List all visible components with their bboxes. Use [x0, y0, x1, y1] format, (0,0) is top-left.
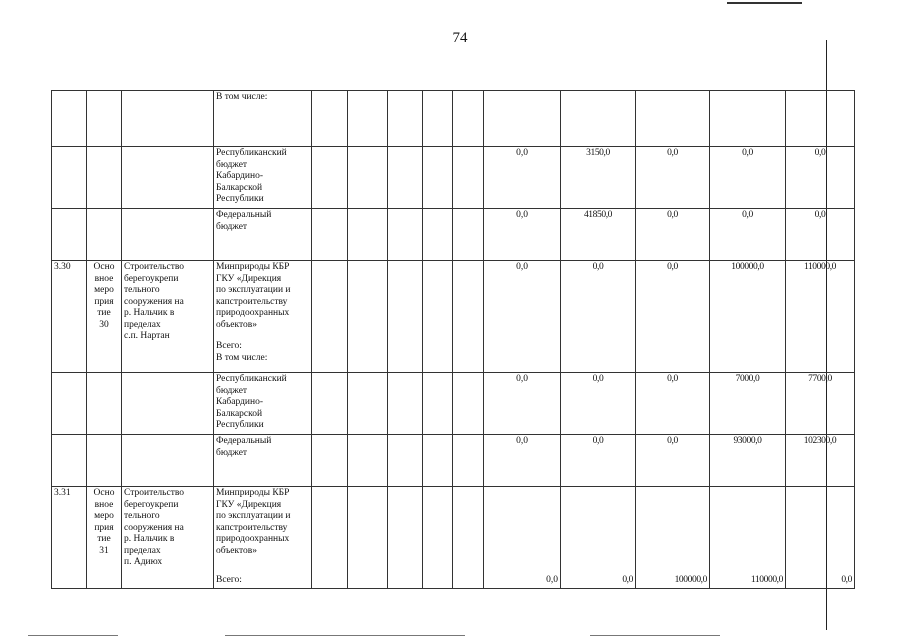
- cell-value-v3: 0,0: [636, 209, 710, 261]
- cell-empty: [388, 487, 423, 589]
- cell-value-v4: [710, 91, 786, 147]
- cell-value-v3: [636, 91, 710, 147]
- cell-value-v1: 0,0: [484, 261, 561, 373]
- cell-value-v1: 0,0: [484, 209, 561, 261]
- cell-source: [214, 147, 312, 209]
- cell-source: [214, 435, 312, 487]
- cell-line: тие: [97, 534, 111, 544]
- cell-line: Минприроды КБР: [216, 262, 290, 272]
- cell-source: [214, 487, 312, 589]
- cell-code: 3.31: [52, 487, 87, 589]
- cell-line: р. Нальчик в: [124, 534, 175, 544]
- cell-empty: [312, 147, 348, 209]
- cell-name: [122, 209, 214, 261]
- cell-empty: [388, 91, 423, 147]
- cell-line: пределах: [124, 319, 161, 330]
- cell-value-v3: 0,0: [636, 147, 710, 209]
- cell-empty: [453, 147, 484, 209]
- cell-value-v3: 100000,0: [636, 487, 710, 589]
- cell-type: [87, 435, 122, 487]
- cell-line: ГКУ «Дирекция: [216, 499, 282, 510]
- cell-empty: [348, 209, 388, 261]
- cell-line: Кабардино-: [216, 397, 264, 407]
- cell-line: Балкарской: [216, 408, 263, 419]
- cell-line: объектов»: [216, 545, 257, 556]
- cell-empty: [312, 487, 348, 589]
- cell-type: [87, 91, 122, 147]
- cell-line: сооружения на: [124, 522, 184, 533]
- cell-line: берегоукрепи: [124, 273, 179, 284]
- cell-value-v5: 110000,0: [786, 261, 855, 373]
- cell-empty: [453, 261, 484, 373]
- cell-empty: [348, 261, 388, 373]
- cell-value-v5: [786, 91, 855, 147]
- table-row: [52, 487, 855, 589]
- table-row: [52, 373, 855, 435]
- cell-line: тие: [97, 308, 111, 318]
- cell-line: Федеральный: [216, 210, 272, 220]
- cell-value-v2: 41850,0: [561, 209, 636, 261]
- cell-value-v4: 100000,0: [710, 261, 786, 373]
- cell-line: Федеральный: [216, 436, 272, 446]
- table-row: [52, 435, 855, 487]
- cell-code: [52, 209, 87, 261]
- cell-empty: [348, 435, 388, 487]
- cell-line: В том числе:: [216, 352, 268, 363]
- scan-mark: [28, 635, 118, 636]
- cell-empty: [423, 487, 453, 589]
- cell-value-v4: 93000,0: [710, 435, 786, 487]
- cell-code: [52, 147, 87, 209]
- spacer: [216, 557, 309, 575]
- cell-empty: [388, 261, 423, 373]
- cell-code: [52, 91, 87, 147]
- cell-line: сооружения на: [124, 296, 184, 307]
- cell-line: Кабардино-: [216, 171, 264, 181]
- cell-value-v4: 7000,0: [710, 373, 786, 435]
- cell-empty: [453, 209, 484, 261]
- cell-line: ГКУ «Дирекция: [216, 273, 282, 284]
- cell-source: [214, 91, 312, 147]
- cell-empty: [423, 261, 453, 373]
- cell-empty: [312, 209, 348, 261]
- cell-line: по эксплуатации и: [216, 285, 291, 295]
- cell-value-v1: 0,0: [484, 373, 561, 435]
- cell-value-v4: 110000,0: [710, 487, 786, 589]
- cell-value-v2: 0,0: [561, 435, 636, 487]
- cell-empty: [348, 487, 388, 589]
- table-row: [52, 261, 855, 373]
- cell-empty: [312, 91, 348, 147]
- cell-line: Строительство: [124, 488, 185, 498]
- cell-source: [214, 373, 312, 435]
- cell-line: бюджет: [216, 447, 248, 458]
- cell-name: [122, 435, 214, 487]
- cell-value-v3: 0,0: [636, 373, 710, 435]
- cell-line: меро: [94, 285, 114, 295]
- page-number: 74: [452, 30, 468, 46]
- cell-type: [87, 147, 122, 209]
- cell-type: [87, 373, 122, 435]
- table-row: [52, 91, 855, 147]
- cell-code: [52, 435, 87, 487]
- cell-type: [87, 487, 122, 589]
- cell-source: [214, 261, 312, 373]
- budget-table: [51, 90, 855, 589]
- cell-empty: [453, 373, 484, 435]
- cell-name: [122, 91, 214, 147]
- cell-value-v2: 3150,0: [561, 147, 636, 209]
- cell-line: Осно: [93, 262, 115, 272]
- cell-value-v2: 0,0: [561, 373, 636, 435]
- cell-name: [122, 373, 214, 435]
- cell-line: Минприроды КБР: [216, 488, 290, 498]
- cell-empty: [388, 373, 423, 435]
- scan-mark: [225, 635, 465, 636]
- cell-line: берегоукрепи: [124, 499, 179, 510]
- cell-value-v2: 0,0: [561, 487, 636, 589]
- cell-line: меро: [94, 511, 114, 521]
- cell-line: Республики: [216, 420, 264, 430]
- cell-empty: [423, 91, 453, 147]
- cell-line: Всего:: [216, 341, 242, 351]
- cell-line: вное: [94, 273, 114, 284]
- cell-line: объектов»: [216, 319, 257, 330]
- cell-line: п. Адиюх: [124, 557, 163, 567]
- cell-line: вное: [94, 499, 114, 510]
- cell-empty: [388, 209, 423, 261]
- cell-line: Республики: [216, 194, 264, 204]
- cell-empty: [423, 373, 453, 435]
- scan-mark: [727, 2, 802, 4]
- cell-value-v3: 0,0: [636, 261, 710, 373]
- cell-line: Строительство: [124, 262, 185, 272]
- cell-value-v4: 0,0: [710, 147, 786, 209]
- cell-value-v1: 0,0: [484, 487, 561, 589]
- cell-empty: [388, 435, 423, 487]
- cell-empty: [453, 435, 484, 487]
- cell-line: природоохранных: [216, 308, 290, 318]
- cell-value-v1: 0,0: [484, 435, 561, 487]
- cell-empty: [423, 209, 453, 261]
- cell-value-v1: [484, 91, 561, 147]
- cell-type: [87, 209, 122, 261]
- cell-value-v1: 0,0: [484, 147, 561, 209]
- cell-line: 31: [99, 545, 109, 556]
- cell-line: капстроительству: [216, 296, 288, 307]
- cell-value-v5: 0,0: [786, 487, 855, 589]
- cell-empty: [312, 261, 348, 373]
- cell-name: [122, 487, 214, 589]
- cell-value-v2: 0,0: [561, 261, 636, 373]
- cell-line: тельного: [124, 285, 160, 295]
- cell-value-v5: 102300,0: [786, 435, 855, 487]
- cell-empty: [423, 435, 453, 487]
- cell-value-v5: 0,0: [786, 209, 855, 261]
- cell-line: капстроительству: [216, 522, 288, 533]
- cell-empty: [453, 487, 484, 589]
- cell-empty: [453, 91, 484, 147]
- cell-line: пределах: [124, 545, 161, 556]
- cell-line: р. Нальчик в: [124, 308, 175, 318]
- cell-name: [122, 261, 214, 373]
- cell-line: Всего:: [216, 575, 242, 585]
- cell-line: Балкарской: [216, 182, 263, 193]
- cell-line: Республиканский: [216, 374, 287, 384]
- cell-type: [87, 261, 122, 373]
- cell-empty: [348, 147, 388, 209]
- cell-line: природоохранных: [216, 534, 290, 544]
- cell-line: Осно: [93, 488, 115, 498]
- table-row: [52, 147, 855, 209]
- spacer: [216, 331, 309, 341]
- cell-line: бюджет: [216, 221, 248, 232]
- cell-empty: [312, 373, 348, 435]
- cell-value-v3: 0,0: [636, 435, 710, 487]
- cell-line: бюджет: [216, 385, 248, 396]
- cell-line: тельного: [124, 511, 160, 521]
- scan-mark: [590, 635, 720, 636]
- cell-value-v5: 7700,0: [786, 373, 855, 435]
- cell-value-v2: [561, 91, 636, 147]
- cell-source: [214, 209, 312, 261]
- cell-empty: [312, 435, 348, 487]
- cell-line: с.п. Нартан: [124, 331, 170, 341]
- cell-name: [122, 147, 214, 209]
- cell-empty: [423, 147, 453, 209]
- cell-empty: [388, 147, 423, 209]
- cell-value-v5: 0,0: [786, 147, 855, 209]
- cell-line: прия: [94, 296, 114, 307]
- cell-line: 30: [99, 319, 109, 330]
- cell-empty: [348, 91, 388, 147]
- cell-line: В том числе:: [216, 92, 268, 102]
- cell-line: бюджет: [216, 159, 248, 170]
- table-row: [52, 209, 855, 261]
- cell-code: 3.30: [52, 261, 87, 373]
- cell-empty: [348, 373, 388, 435]
- cell-value-v4: 0,0: [710, 209, 786, 261]
- cell-line: Республиканский: [216, 148, 287, 158]
- cell-line: прия: [94, 522, 114, 533]
- cell-code: [52, 373, 87, 435]
- cell-line: по эксплуатации и: [216, 511, 291, 521]
